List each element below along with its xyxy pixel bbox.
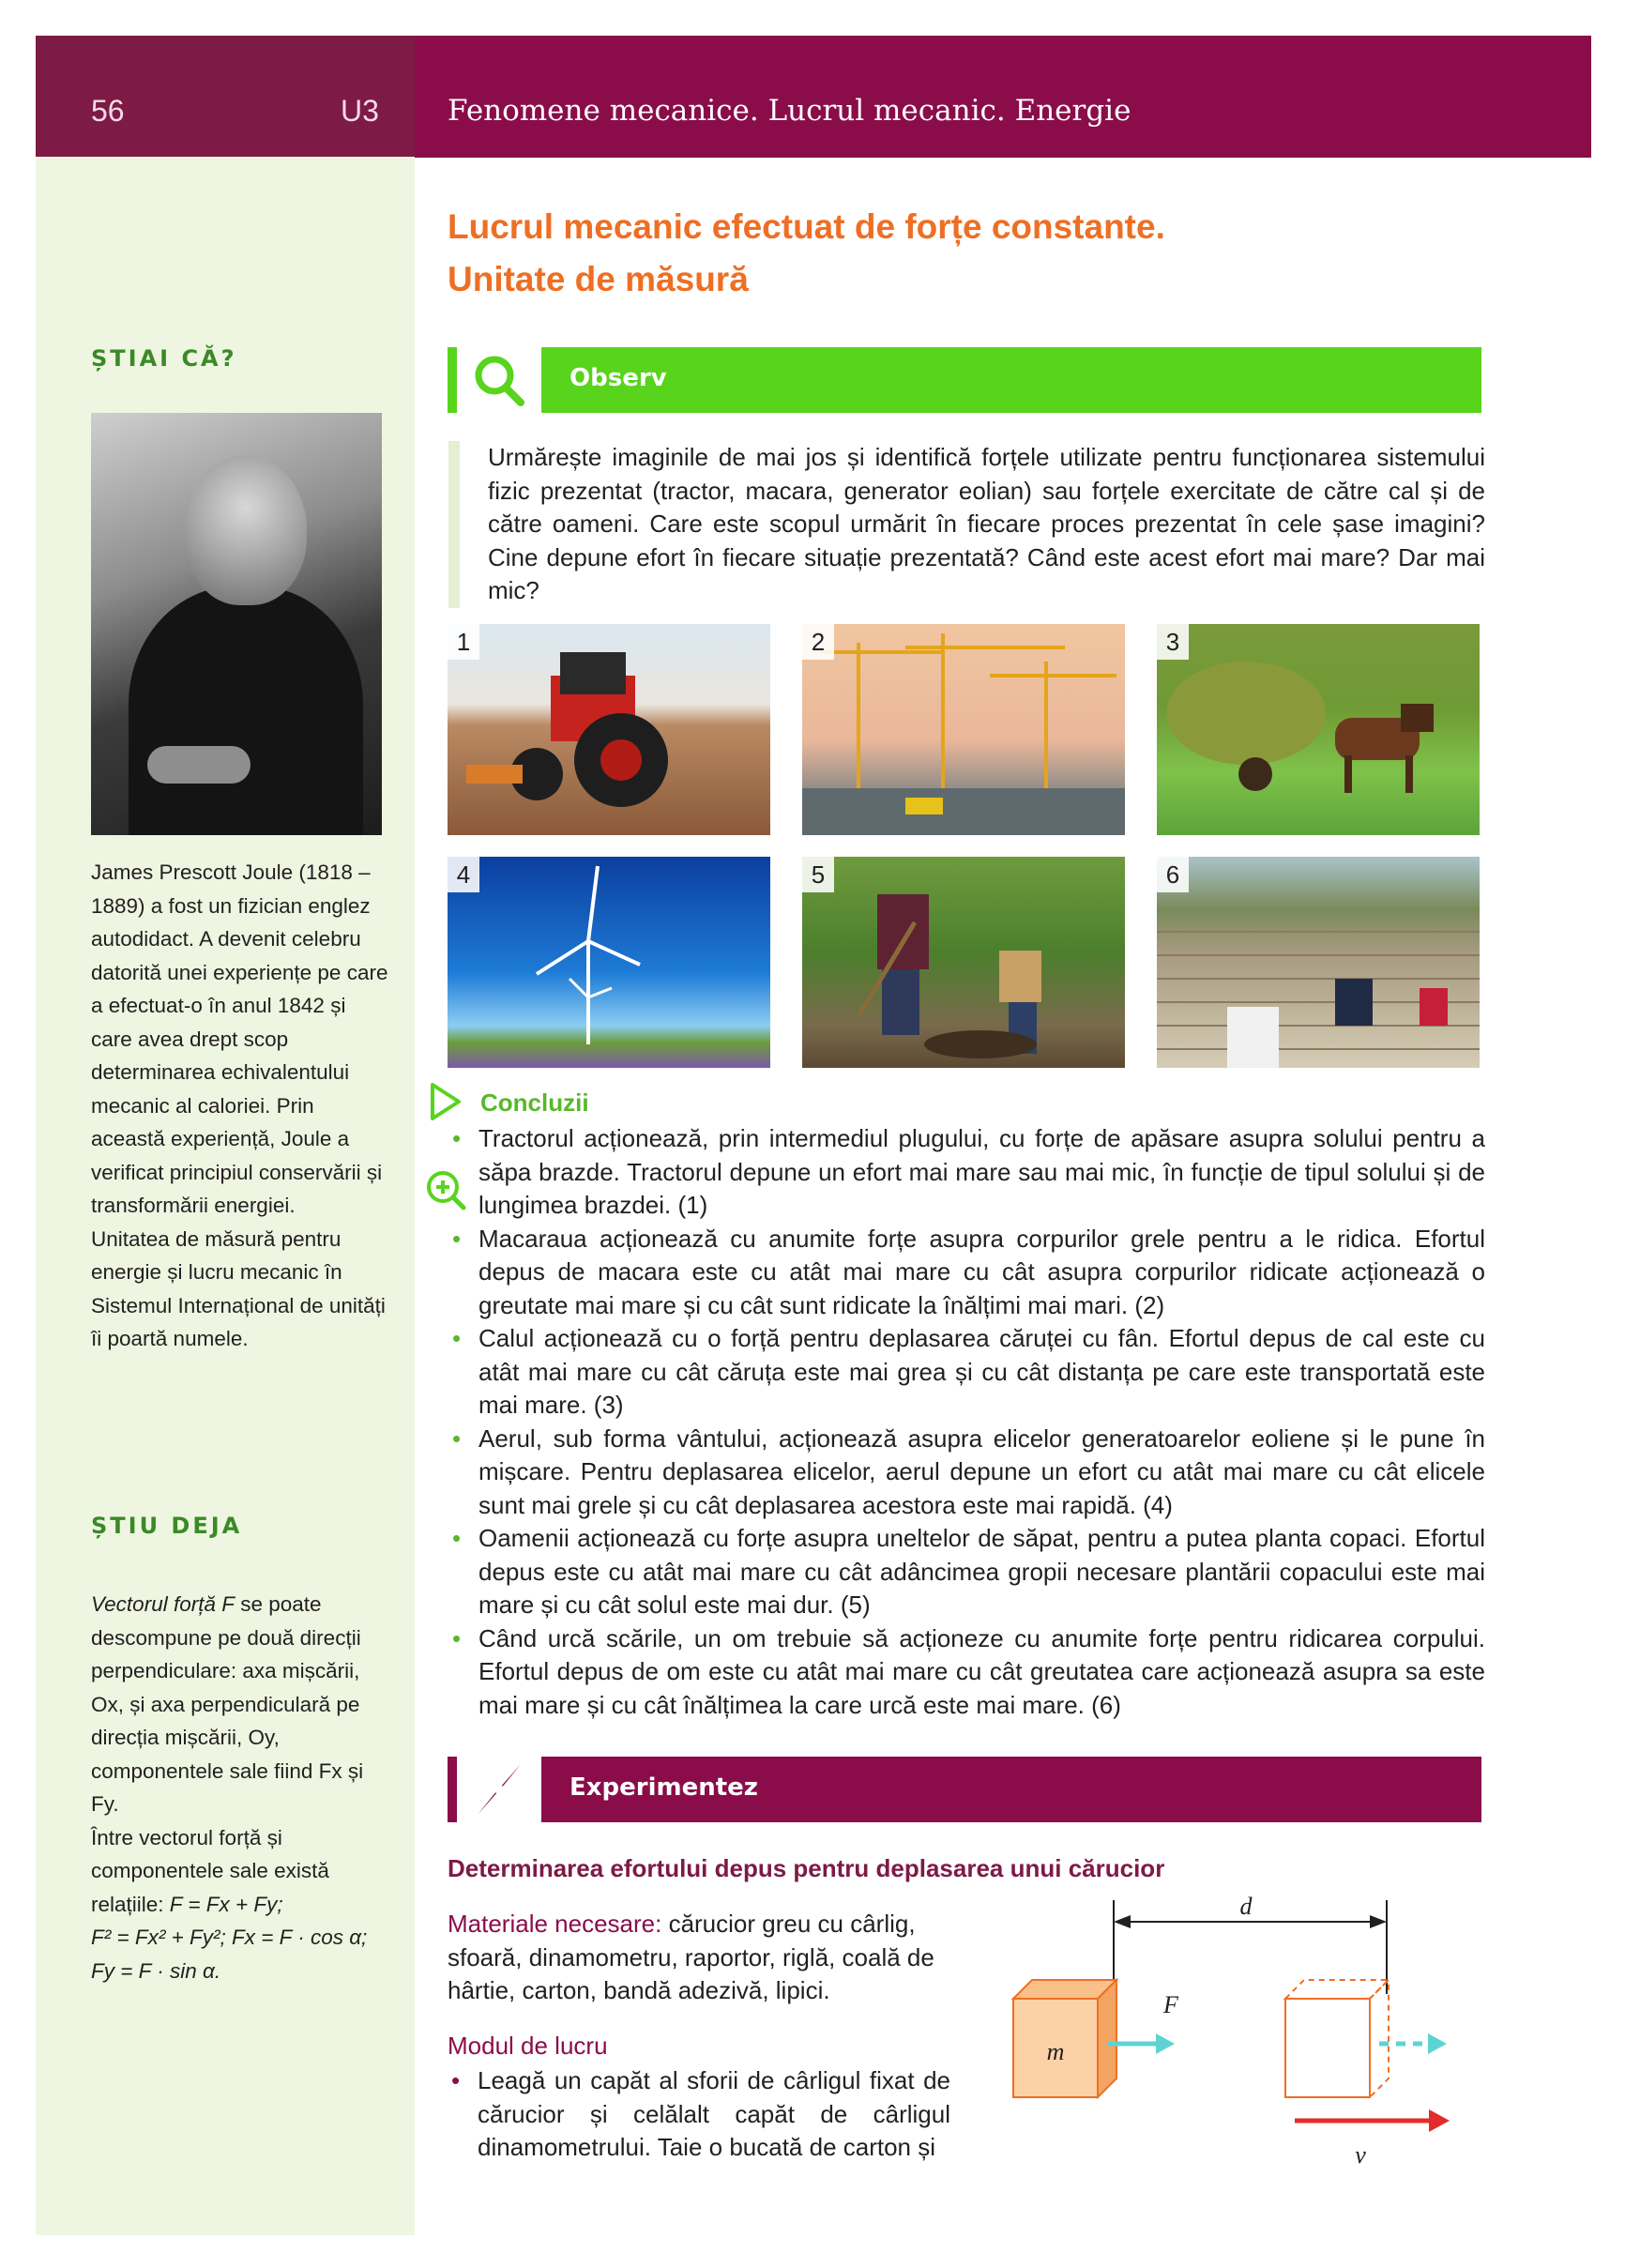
tractor-illustration: [448, 624, 770, 835]
experiment-icon-box: [448, 1757, 541, 1822]
photo-number: 4: [448, 857, 479, 892]
joule-unit-text: Unitatea de măsură pentru energie și lucru mecanic în Sistemul Internațional de unități îi poartă numele.: [91, 1226, 386, 1350]
photo-number: 3: [1157, 624, 1189, 660]
page-number: 56: [91, 94, 125, 128]
experiment-label: Experimentez: [570, 1773, 758, 1802]
joule-bio: James Prescott Joule (1818 – 1889) a fost un fizician englez autodidact. A devenit celebru datorită unei experiențe pe care a efectuat-o în anul 1842 și care avea drept scop determinarea echivalentului mecanic al caloriei. Prin această experiență, Joule a verificat principiul conservării și transformării energiei.: [91, 860, 388, 1217]
observ-banner: [448, 347, 1481, 413]
photo-number: 5: [802, 857, 834, 892]
vector-lead: Vectorul forță F: [91, 1592, 235, 1616]
unit-label: U3: [341, 94, 379, 128]
materials-text: cărucior greu cu cârlig, sfoară, dinamometru, raportor, riglă, coală de hârtie, carton, bandă adezivă, lipici.: [448, 1910, 934, 2004]
formula-3: Fy = F · sin α.: [91, 1958, 221, 1983]
joule-text: [91, 856, 391, 1356]
observ-intro: Urmărește imaginile de mai jos și identifică forțele utilizate pentru funcționarea sistemului fizic prezentat (tractor, macara, generator eolian) sau forțele exercitate de către cal și de către oameni. Care este scopul urmărit în fiecare proces prezentat în cele șase imagini? Cine depune efort în fiecare situație prezentată? Când este acest efort mai mare? Dar mai mic?: [448, 441, 1485, 608]
conclusions-title: Concluzii: [480, 1088, 589, 1117]
conclusion-item: • Tractorul acționează, prin intermediul plugului, cu forțe de apăsare asupra solului pentru a săpa brazde. Tractorul depune un efort mai mare sau mai mic, în funcție de tipul solului și de lungimea brazdei. (1): [448, 1122, 1485, 1223]
method-list: [448, 2064, 950, 2165]
compass-icon: [457, 1757, 541, 1822]
photo-number: 2: [802, 624, 834, 660]
materials: [448, 1908, 950, 2008]
photo-tractor: [448, 624, 770, 835]
digging-illustration: [802, 857, 1125, 1068]
photo-wind-turbines: [448, 857, 770, 1068]
photo-digging: [802, 857, 1125, 1068]
vector-body: se poate descompune pe două direcții perpendiculare: axa mișcării, Ox, și axa perpendiculară pe direcția mișcării, Oy, componentele sale fiind Fx și Fy.: [91, 1592, 364, 1816]
conclusion-item: • Când urcă scările, un om trebuie să acționeze cu anumite forțe pentru ridicarea corpului. Efortul depus de om este cu atât mai mare cu cât greutatea care acționează asupra sa este mai mare și cu cât înălțimea la care urcă este mai mare. (6): [448, 1622, 1485, 1723]
velocity-label: v: [1355, 2141, 1366, 2169]
formula-2: F² = Fx² + Fy²; Fx = F · cos α;: [91, 1926, 368, 1949]
joule-portrait: [91, 413, 382, 835]
chapter-title: Fenomene mecanice. Lucrul mecanic. Energie: [448, 94, 1131, 128]
cranes-illustration: [802, 624, 1125, 835]
photo-number: 6: [1157, 857, 1189, 892]
stairs-illustration: [1157, 857, 1480, 1068]
experiment-subtitle: Determinarea efortului depus pentru deplasarea unui cărucior: [448, 1854, 1165, 1882]
photo-horse-cart: [1157, 624, 1480, 835]
lesson-title-line1: Lucrul mecanic efectuat de forțe constante.: [448, 207, 1165, 246]
did-you-know-heading: ȘTIAI CĂ?: [91, 345, 237, 372]
cart-diagram: [995, 1891, 1482, 2172]
experiment-banner: [448, 1757, 1481, 1822]
magnifier-icon: [457, 347, 541, 413]
know-heading: ȘTIU DEJA: [91, 1513, 243, 1539]
conclusions-list: [448, 1122, 1485, 1722]
lesson-title: [448, 201, 1526, 306]
vector-text: [91, 1588, 391, 1987]
relations-intro: Între vectorul forță și componentele sale există relațiile:: [91, 1825, 329, 1916]
method-item: • Leagă un capăt al sforii de cârligul fixat de cărucior și celălalt capăt de cârligul dinamometrului. Taie o bucată de carton și: [448, 2064, 950, 2165]
photo-cranes: [802, 624, 1125, 835]
photo-stairs: [1157, 857, 1480, 1068]
conclusion-item: • Aerul, sub forma vântului, acționează asupra elicelor generatoarelor eoliene și le pune în mișcare. Pentru deplasarea elicelor, aerul depune un efort cu atât mai mare cu cât elicele sunt mai grele și cu cât deplasarea acestora este mai rapidă. (4): [448, 1423, 1485, 1523]
materials-label: Materiale necesare:: [448, 1910, 662, 1938]
observ-icon-box: [448, 347, 541, 413]
wind-turbines-illustration: [448, 857, 770, 1068]
conclusion-item: • Calul acționează cu o forță pentru deplasarea căruței cu fân. Efortul depus de cal este cu atât mai mare cu cât căruța este mai grea și cu cât distanța pe care este transportată este mai mare. (3): [448, 1322, 1485, 1423]
lesson-title-line2: Unitate de măsură: [448, 260, 749, 298]
formula-1: F = Fx + Fy;: [169, 1892, 283, 1916]
observ-label: Observ: [570, 364, 667, 392]
conclusion-item: • Oamenii acționează cu forțe asupra uneltelor de săpat, pentru a putea planta copaci. Efortul depus este cu atât mai mare cu cât adâncimea gropii necesare plantării copacului este mai mare și cu cât solul este mai dur. (5): [448, 1522, 1485, 1622]
horse-cart-illustration: [1157, 624, 1480, 835]
conclusion-item: • Macaraua acționează cu anumite forțe asupra corpurilor grele pentru a le ridica. Efortul depus de macara este cu atât mai mare cu cât asupra corpurilor ridicate acționează o greutate mai mare și cu cât sunt ridicate la înălțimi mai mari. (2): [448, 1223, 1485, 1323]
mass-label: m: [1046, 2038, 1065, 2065]
distance-label: d: [1239, 1893, 1253, 1920]
play-icon: [427, 1081, 464, 1123]
force-label: F: [1163, 1991, 1178, 2018]
photo-number: 1: [448, 624, 479, 660]
observ-bar: [541, 347, 1481, 413]
method-title: Modul de lucru: [448, 2032, 608, 2060]
